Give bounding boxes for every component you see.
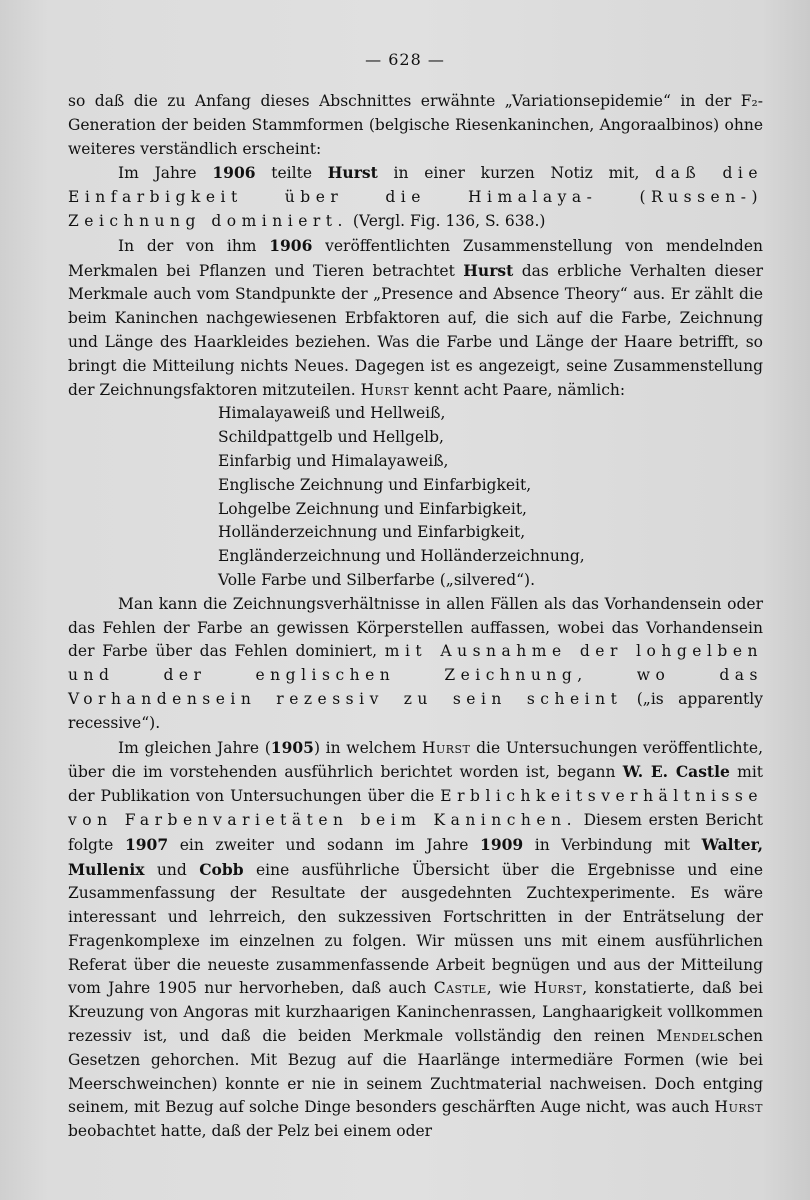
text-run: Diesem ersten Bericht folgte (68, 810, 763, 854)
text-run: Man kann die Zeichnungsverhältnisse in allen Fällen als das Vorhandensein oder das Fehlen der Farbe an gewissen Körperstellen auffassen, wobei das Vorhandensein der Farbe über das Fehlen dominiert, (68, 594, 763, 661)
list-item: Himalayaweiß und Hellweiß, (218, 404, 446, 423)
text-run: („is apparently recessive“). (68, 689, 763, 732)
year: 1906 (269, 235, 313, 255)
text-run: kennt acht Paare, nämlich: (409, 380, 626, 399)
author-name: Hurst (327, 163, 378, 183)
paragraph-5 (68, 736, 763, 1145)
text-run: In der von ihm (118, 236, 270, 255)
list-item: Engländerzeichnung und Holländerzeichnung, (218, 547, 585, 566)
year: 1906 (212, 163, 256, 183)
author-name: Hurst (714, 1098, 763, 1117)
list-item: Lohgelbe Zeichnung und Einfarbigkeit, (218, 499, 527, 518)
text-run: und (144, 860, 200, 879)
author-name: Hurst (360, 380, 410, 399)
body-text (68, 90, 763, 1144)
text-run: , konstatierte, daß bei Kreuzung von Angoras mit kurzhaarigen Kaninchenrassen, Langhaarigkeit vollkommen rezessiv ist, und daß die beiden Merkmale vollständig den reinen (68, 979, 763, 1046)
year: 1907 (124, 834, 169, 854)
paragraph-1: so daß die zu Anfang dieses Abschnittes erwähnte „Variationsepidemie“ in der F₂-Generation der beiden Stammformen (belgische Riesenkaninchen, Angoraalbinos) ohne weiteres verständlich erscheint: (68, 92, 763, 158)
text-run: schen Gesetzen gehorchen. Mit Bezug auf die Haarlänge intermediäre Formen (wie bei Meerschweinchen) konnte er nie in seinem Zuchtmaterial nachweisen. Doch entging seinem, mit Bezug auf solche Dinge besonders geschärften Auge nicht, was auch (68, 1027, 763, 1117)
page-number: — 628 — (365, 50, 445, 69)
factor-pairs-list (218, 402, 763, 592)
list-item: Volle Farbe und Silberfarbe („silvered“). (218, 570, 536, 589)
year: 1909 (480, 834, 524, 854)
text-run: (Vergl. Fig. 136, S. 638.) (347, 211, 546, 230)
author-name: Hurst (463, 260, 514, 280)
list-item: Holländerzeichnung und Einfarbigkeit, (218, 523, 526, 542)
text-run: mit der Publikation von Untersuchungen über die (68, 763, 764, 806)
text-run: in einer kurzen Notiz mit, (377, 164, 656, 183)
list-item: Einfarbig und Himalayaweiß, (218, 451, 449, 470)
paragraph-2 (68, 161, 763, 233)
year: 1905 (270, 737, 314, 757)
text-run: teilte (255, 164, 328, 183)
paragraph-4 (68, 593, 763, 736)
text-run: das erbliche Verhalten dieser Merkmale auch vom Standpunkte der „Presence and Absence Theory“ aus. Er zählt die beim Kaninchen nachgewiesenen Erbfaktoren auf, die sich auf die Farbe, Zeichnung und Länge des Haarkleides beziehen. Was die Farbe und Länge der Haare betrifft, so bringt die Mitteilung nichts Neues. Dagegen ist es angezeigt, seine Zusammenstellung der Zeichnungsfaktoren mitzuteilen. (68, 261, 764, 399)
author-name: Cobb (199, 859, 244, 879)
author-name: Walter, Mullenix (68, 834, 764, 879)
text-run: ein zweiter und sodann im Jahre (168, 835, 481, 854)
text-run: beobachtet hatte, daß der Pelz bei einem oder (68, 1122, 433, 1141)
list-item: Schildpattgelb und Hellgelb, (218, 428, 444, 447)
emphasized-text: mit Ausnahme der lohgelben und der englischen Zeichnung, wo das Vorhandensein rezessiv zu sein scheint (68, 642, 764, 708)
text-run: eine ausführliche Übersicht über die Ergebnisse und eine Zusammenfassung der Resultate der ausgedehnten Zuchtexperimente. Es wäre interessant und lehrreich, den sukzessiven Fortschritten in der Enträtselung der Fragenkomplexe im einzelnen zu folgen. Wir müssen uns mit einem ausführlichen Referat über die neueste zusammenfassende Arbeit begnügen und aus der Mitteilung vom Jahre 1905 nur hervorheben, daß auch (68, 860, 763, 998)
text-run: in Verbindung mit (523, 835, 702, 854)
text-run: Im gleichen Jahre ( (118, 738, 271, 757)
text-run: ) in welchem (313, 738, 422, 757)
text-run: Im Jahre (118, 164, 213, 183)
author-name: Mendel (656, 1027, 718, 1046)
paragraph-3 (68, 234, 763, 403)
author-name: Hurst (533, 979, 583, 998)
text-run: , wie (486, 979, 534, 998)
author-name: Castle (433, 979, 487, 998)
author-name: W. E. Castle (622, 762, 730, 782)
list-item: Englische Zeichnung und Einfarbigkeit, (218, 475, 532, 494)
emphasized-text: Erblichkeitsverhältnisse von Farbenvarietäten beim Kaninchen. (68, 787, 763, 829)
author-name: Hurst (421, 738, 471, 757)
emphasized-text: daß die Einfarbigkeit über die Himalaya- (Russen-) Zeichnung dominiert. (68, 164, 763, 230)
text-run: die Untersuchungen veröffentlichte, über die im vorstehenden ausführlich berichtet worden ist, begann (68, 738, 763, 782)
text-run: veröffentlichten Zusammenstellung von mendelnden Merkmalen bei Pflanzen und Tieren betrachtet (68, 236, 764, 280)
